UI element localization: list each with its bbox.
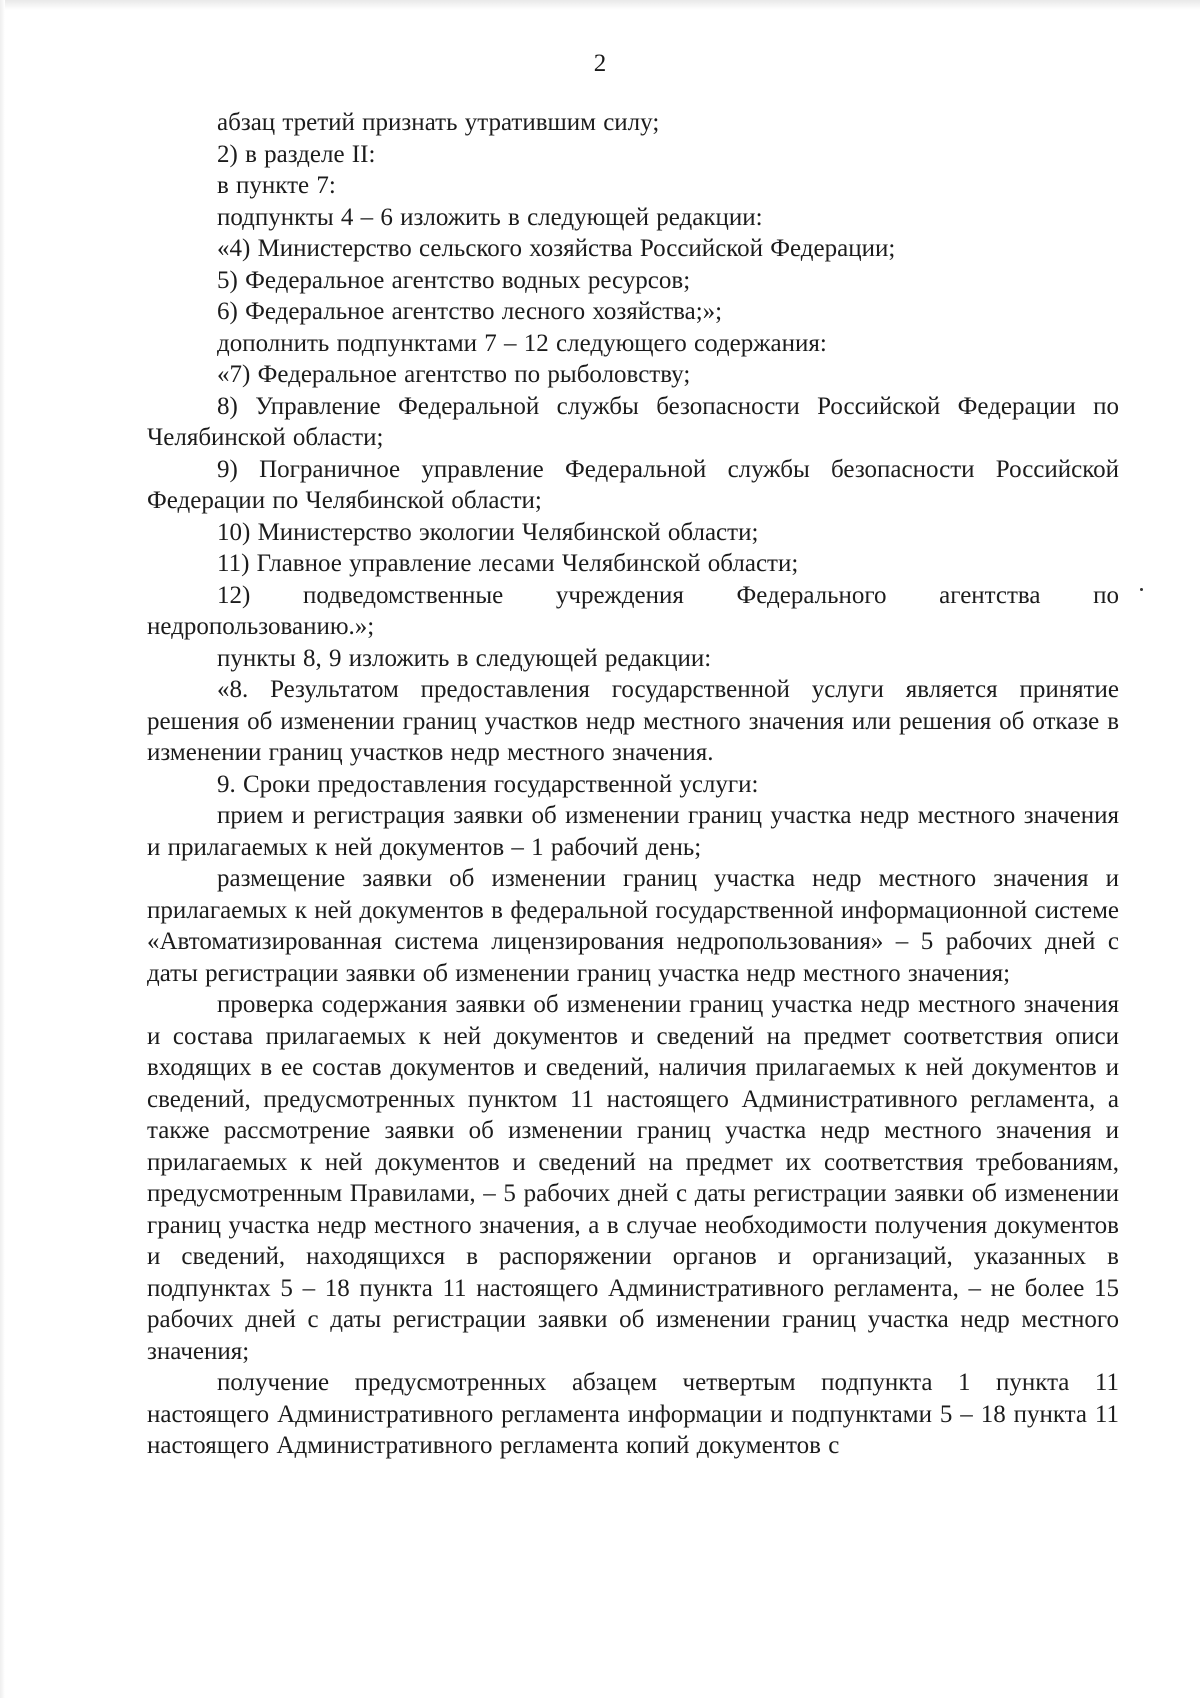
paragraph: дополнить подпунктами 7 – 12 следующего содержания:: [217, 329, 827, 357]
paragraph: 12) подведомственные учреждения Федерального агентства по недропользованию.»;: [147, 581, 1119, 640]
scan-edge-left: [0, 0, 5, 1698]
paragraph: «4) Министерство сельского хозяйства Российской Федерации;: [217, 235, 896, 262]
page-number: 2: [593, 50, 607, 77]
document-body: [147, 107, 1119, 1462]
paragraph: подпункты 4 – 6 изложить в следующей редакции:: [217, 203, 763, 231]
paragraph: «8. Результатом предоставления государственной услуги является принятие решения об изменении границ участков недр местного значения или решения об отказе в изменении границ участков недр местного значения.: [147, 676, 1119, 766]
paragraph: пункты 8, 9 изложить в следующей редакции:: [217, 644, 712, 672]
paragraph: 6) Федеральное агентство лесного хозяйства;»;: [217, 298, 723, 325]
paragraph: проверка содержания заявки об изменении границ участка недр местного значения и состава прилагаемых к ней документов и сведений на предмет соответствия описи входящих в ее состав документов и сведений, наличия прилагаемых к ней документов и сведений, предусмотренных пунктом 11 настоящего Административного регламента, а также рассмотрение заявки об изменении границ участка недр местного значения и прилагаемых к ней документов и сведений на предмет их соответствия требованиям, предусмотренным Правилами, – 5 рабочих дней с даты регистрации заявки об изменении границ участка недр местного значения, а в случае необходимости получения документов и сведений, находящихся в распоряжении органов и организаций, указанных в подпунктах 5 – 18 пункта 11 настоящего Административного регламента, – не более 15 рабочих дней с даты регистрации заявки об изменении границ участка недр местного значения;: [147, 991, 1119, 1365]
paragraph: 11) Главное управление лесами Челябинской области;: [217, 550, 799, 577]
paragraph: 10) Министерство экологии Челябинской области;: [217, 518, 759, 546]
paragraph: 9. Сроки предоставления государственной услуги:: [217, 770, 759, 798]
paragraph: 9) Пограничное управление Федеральной службы безопасности Российской Федерации по Челябинской области;: [147, 455, 1119, 514]
paragraph: 8) Управление Федеральной службы безопасности Российской Федерации по Челябинской области;: [147, 392, 1119, 451]
paragraph: абзац третий признать утратившим силу;: [217, 109, 660, 136]
paragraph: размещение заявки об изменении границ участка недр местного значения и прилагаемых к ней документов в федеральной государственной информационной системе «Автоматизированная система лицензирования недропользования» – 5 рабочих дней с даты регистрации заявки об изменении границ участка недр местного значения;: [147, 865, 1119, 987]
paragraph: прием и регистрация заявки об изменении границ участка недр местного значения и прилагаемых к ней документов – 1 рабочий день;: [147, 802, 1119, 861]
scan-edge-top: [0, 0, 1200, 10]
paragraph: в пункте 7:: [217, 172, 336, 199]
paragraph: 2) в разделе II:: [217, 140, 376, 168]
scan-speck: [1140, 588, 1143, 591]
paragraph: «7) Федеральное агентство по рыболовству;: [217, 361, 691, 388]
paragraph: получение предусмотренных абзацем четвертым подпункта 1 пункта 11 настоящего Административного регламента информации и подпунктами 5 – 18 пункта 11 настоящего Административного регламента копий документов с: [147, 1369, 1119, 1459]
paragraph: 5) Федеральное агентство водных ресурсов;: [217, 266, 691, 294]
